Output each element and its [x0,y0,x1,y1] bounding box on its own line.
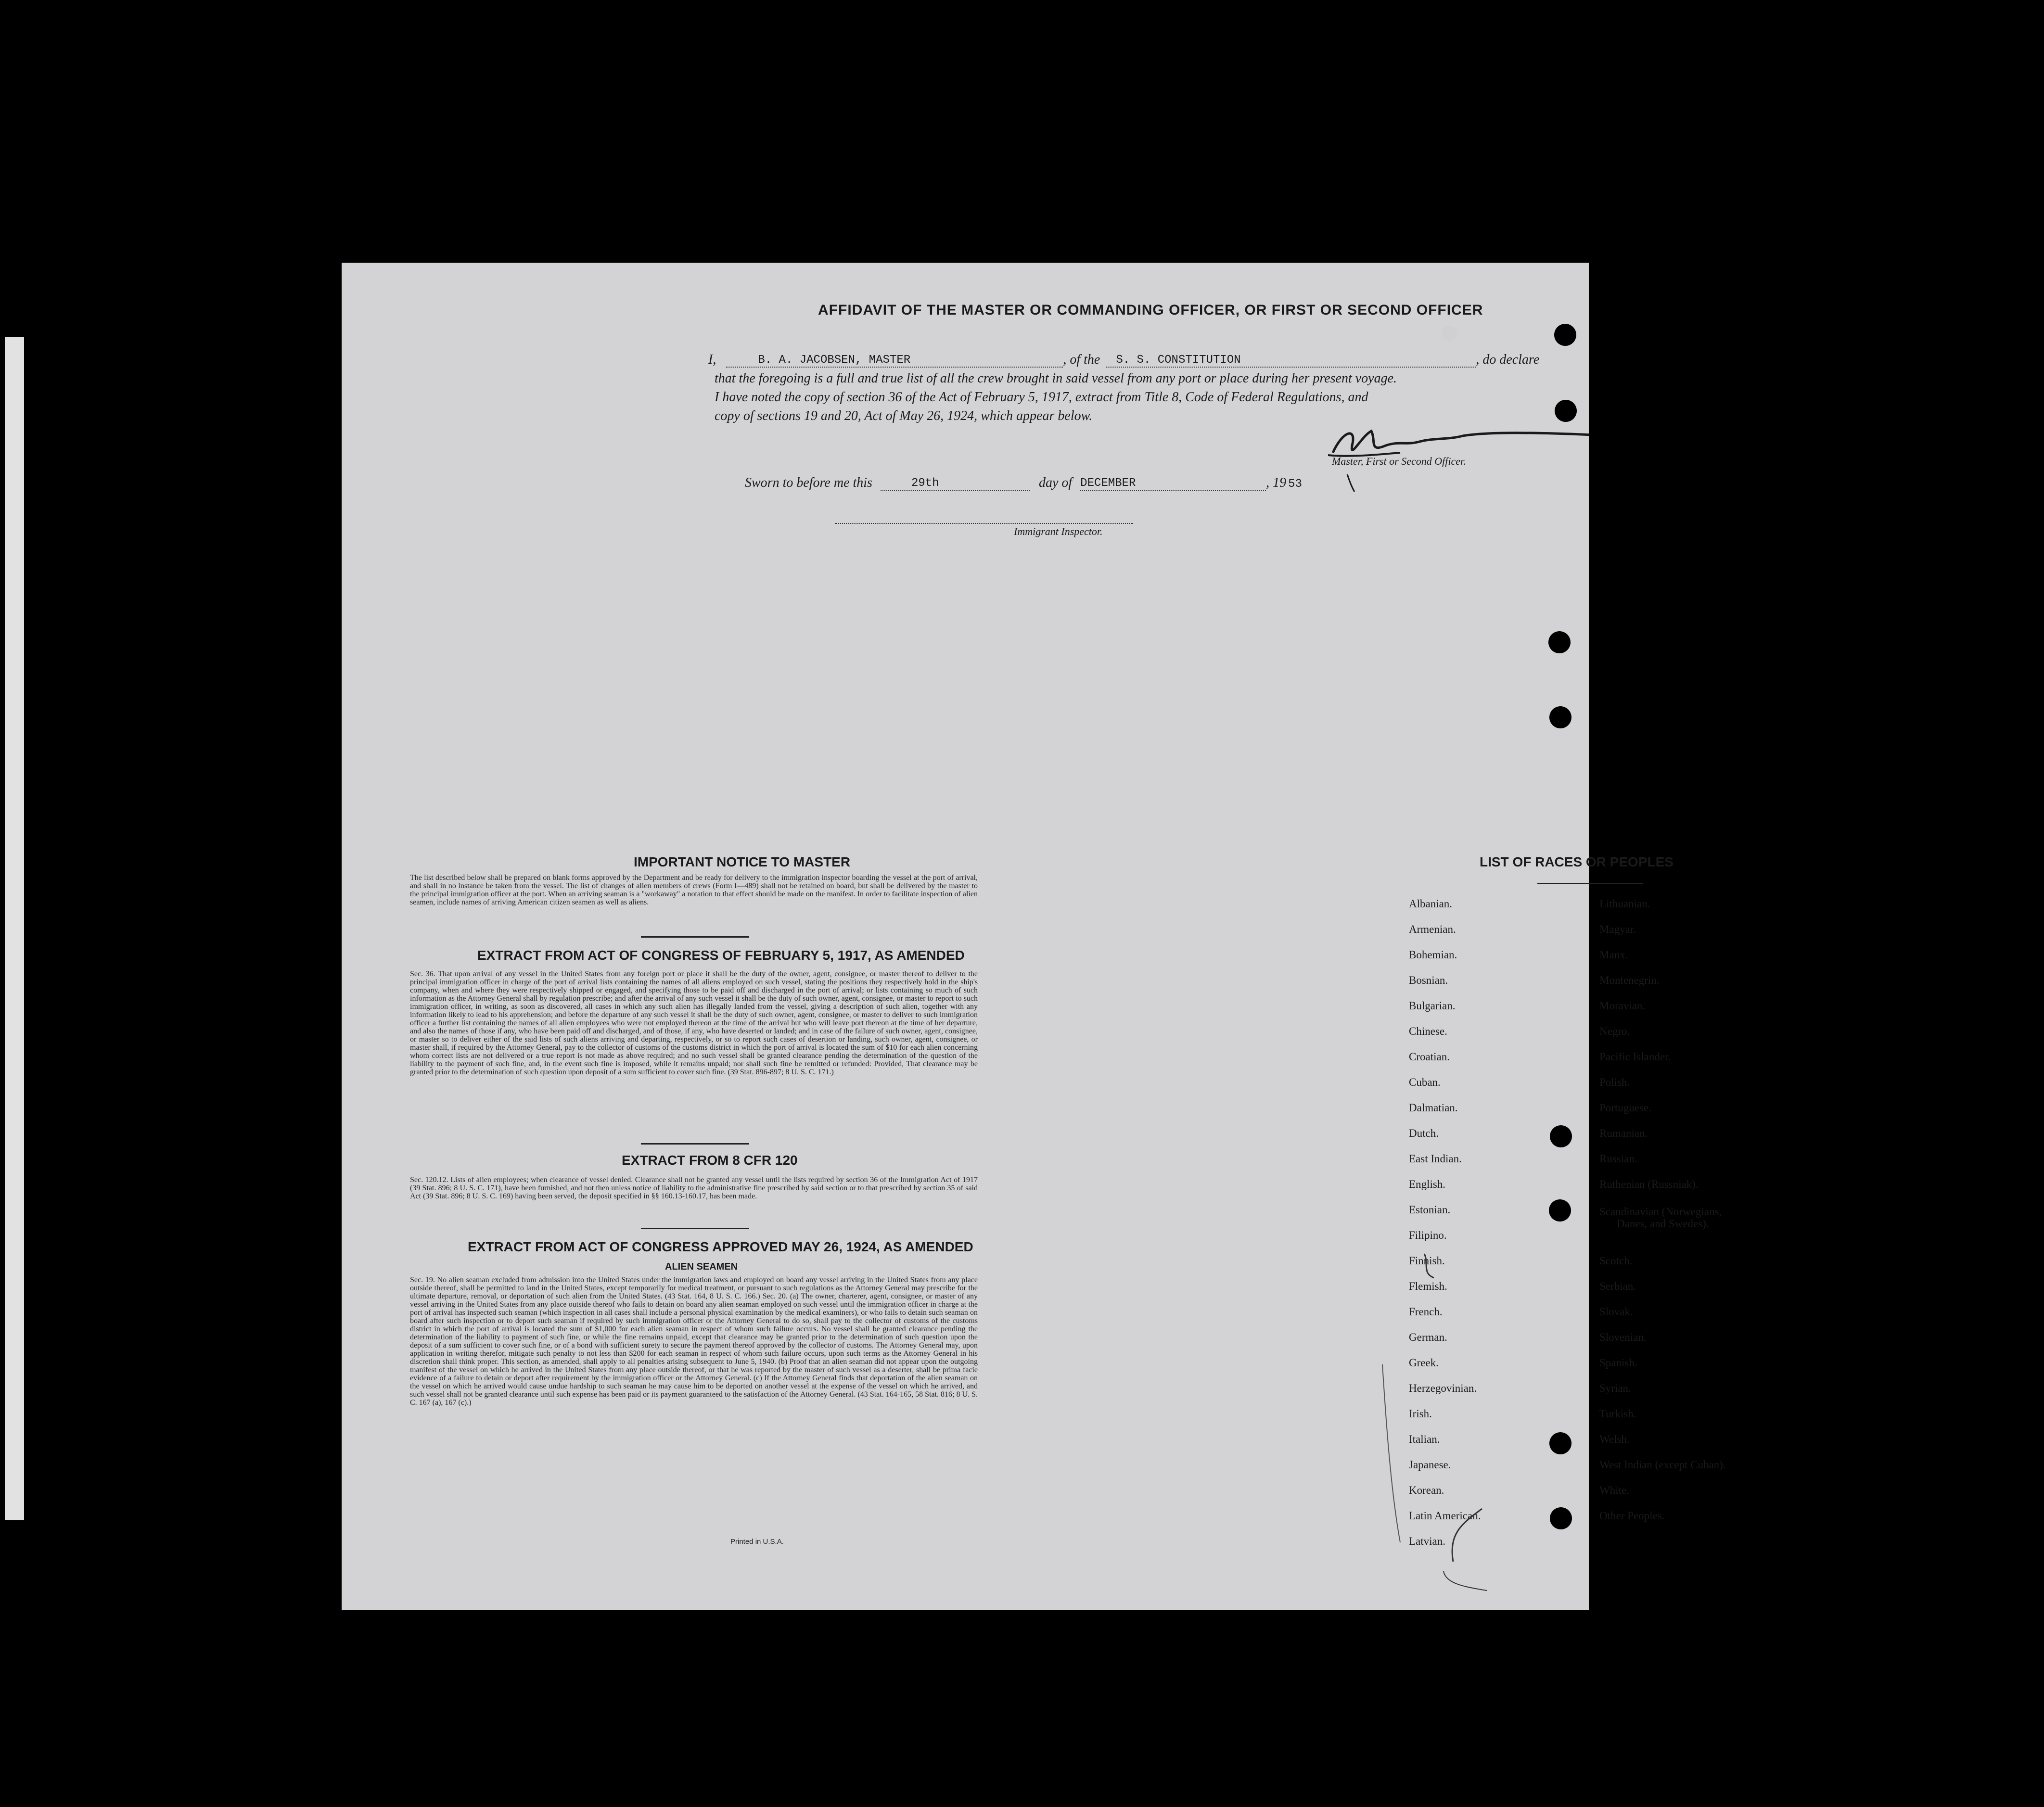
race-item: Rumanian. [1599,1127,1648,1139]
race-item: Slovenian. [1599,1331,1647,1343]
race-item: Finnish. [1409,1255,1445,1267]
race-item: Montenegrin. [1599,974,1660,986]
races-title: LIST OF RACES OR PEOPLES [1480,854,1674,869]
affidavit-line-2: that the foregoing is a full and true list of all the crew brought in said vessel from any port or place during her present voyage. [715,371,1397,386]
sworn-year-prefix: , 19 [1266,475,1287,490]
race-item: Pacific Islander. [1599,1051,1671,1063]
race-item: East Indian. [1409,1153,1462,1165]
adjacent-page-edge [5,337,24,1520]
declaration-mid: , of the [1063,352,1100,367]
race-item: Chinese. [1409,1025,1447,1037]
race-item: Other Peoples. [1599,1510,1665,1522]
race-item: Polish. [1599,1076,1630,1088]
extract-1917-text: Sec. 36. That upon arrival of any vessel in the United States from any foreign port or place it shall be the duty of the owner, agent, consignee, or master thereof to deliver to the principal immigration officer in charge of the port of arrival lists containing the names of all aliens employed on such vessel, stating the positions they respectively hold in the ship's company, when and where they were respectively shipped or engaged, and specifying those to be paid off and discharged in the port of arrival; or lists containing so much of such information as the Attorney General shall by regulation prescribe; and after the arrival of any such vessel it shall be the duty of such owner, agent, consignee, or master to report to such immigration officer, in writing, as soon as discovered, all cases in which any such alien has illegally landed from the vessel, giving a description of such alien, together with any information likely to lead to his apprehension; and before the departure of any such vessel it shall be the duty of such owner, agent, consignee, or master to deliver to such immigration officer a further list containing the names of all alien employees who were not employed thereon at the time of the arrival but who will leave port thereon at the time of her departure, and also the names of those if any, who have been paid off and discharged, and of those, if any, who have deserted or landed; and in case of the failure of such owner, agent, consignee, or master so to deliver either of the said lists of such aliens arriving and departing, respectively, or so to report such cases of desertion or landing, such owner, agent, consignee, or master shall, if required by the Attorney General, pay to the collector of customs of the customs district in which the port of arrival is located the sum of $10 for each alien concerning whom correct lists are not delivered or a true report is not made as above required; and no such vessel shall be granted clearance pending the determination of the question of the liability to the payment of such fine, and, in the event such fine is imposed, while it remains unpaid; nor shall such fine be remitted or refunded: Provided, That clearance may be granted prior to the determination of such question upon deposit of a sum sufficient to cover such fine. (39 Stat. 896-897; 8 U. S. C. 171.) [410,970,978,1076]
affidavit-line-3: I have noted the copy of section 36 of the Act of February 5, 1917, extract from Title 8, Code of Federal Regulations, and [715,390,1368,405]
race-item: Latvian. [1409,1535,1445,1547]
affidavit-title: AFFIDAVIT OF THE MASTER OR COMMANDING OFFICER, OR FIRST OR SECOND OFFICER [818,302,1483,318]
race-item: Latin American. [1409,1510,1481,1522]
sworn-mid: day of [1038,475,1073,490]
race-item: Flemish. [1409,1280,1447,1292]
race-item: Irish. [1409,1408,1432,1420]
race-item: Cuban. [1409,1076,1441,1088]
race-item: Japanese. [1409,1459,1451,1471]
race-item: Serbian. [1599,1280,1636,1292]
notice-text: The list described below shall be prepared on blank forms approved by the Department and be ready for delivery to the immigration inspector boarding the vessel at the port of arrival, and shall in no instance be taken from the vessel. The list of changes of alien members of crews (Form I—489) shall not be retained on board, but shall be delivered by the master to the principal immigration officer at the port. When an arriving seaman is a "workaway" a notation to that effect should be made on the manifest. In order to facilitate inspection of alien seamen, include names of arriving American citizen seamen as well as aliens. [410,874,978,906]
race-item: Syrian. [1599,1382,1631,1394]
signature-caption: Master, First or Second Officer. [1332,455,1466,467]
race-item: Estonian. [1409,1204,1451,1216]
race-item: Bulgarian. [1409,1000,1456,1012]
race-item: White. [1599,1484,1629,1496]
race-item: West Indian (except Cuban). [1599,1459,1726,1471]
punch-hole [1686,319,1700,334]
race-item: Ruthenian (Russniak). [1599,1178,1699,1190]
race-item: Danes, and Swedes). [1617,1218,1709,1230]
race-item: Dutch. [1409,1127,1439,1139]
extract-1924-text: Sec. 19. No alien seaman excluded from admission into the United States under the immigration laws and employed on board any vessel arriving in the United States from any place outside thereof, shall be permitted to land in the United States, except temporarily for medical treatment, or pursuant to such regulations as the Attorney General may prescribe for the ultimate departure, removal, or deportation of such alien from the United States. (43 Stat. 164, 8 U. S. C. 166.) Sec. 20. (a) The owner, charterer, agent, consignee, or master of any vessel arriving in the United States from any place outside thereof who fails to detain on board any alien seaman employed on such vessel until the immigration officer in charge at the port of arrival has inspected such seaman (which inspection in all cases shall include a personal physical examination by the medical examiners), or who fails to detain such seaman on board after such inspection or to deport such seaman if required by such immigration officer or the Attorney General to do so, shall pay to the collector of customs of the customs district in which the port of arrival is located the sum of $1,000 for each alien seaman in respect of whom such failure occurs. No vessel shall be granted clearance pending the determination of the liability to payment of such fine, or while the fine remains unpaid, except that clearance may be granted prior to the determination of such question upon the deposit of a sum sufficient to cover such fine, or of a bond with sufficient surety to secure the payment thereof approved by the collector of customs. The Attorney General may, upon application in writing therefor, mitigate such penalty to not less than $200 for each seaman in respect of whom such failure occurs, upon such terms as the Attorney General in his discretion shall think proper. This section, as amended, shall apply to all penalties arising subsequent to June 5, 1940. (b) Proof that an alien seaman did not appear upon the outgoing manifest of the vessel on which he arrived in the United States from any place outside thereof, or that he was reported by the master of such vessel as a deserter, shall be prima facie evidence of a failure to detain or deport after requirement by the immigration officer or the Attorney General. (c) If the Attorney General finds that deportation of the alien seaman on the vessel on which he arrived would cause undue hardship to such seaman he may cause him to be deported on another vessel at the expense of the vessel on which he arrived, and such vessel shall not be granted clearance until such expense has been paid or its payment guaranteed to the satisfaction of the Attorney General. (43 Stat. 164-165, 58 Stat. 816; 8 U. S. C. 167 (a), 167 (c).) [410,1276,978,1407]
inspector-label: Immigrant Inspector. [1014,525,1103,537]
race-item: French. [1409,1306,1443,1318]
document-page [342,263,1726,1610]
race-item: Lithuanian. [1599,898,1650,910]
race-item: Italian. [1409,1433,1440,1445]
extract-1917-title: EXTRACT FROM ACT OF CONGRESS OF FEBRUARY 5, 1917, AS AMENDED [477,948,965,963]
race-item: Korean. [1409,1484,1444,1496]
sworn-month-entry: DECEMBER [1080,477,1136,490]
race-item: Spanish. [1599,1357,1637,1369]
extract-cfr-title: EXTRACT FROM 8 CFR 120 [622,1153,798,1168]
printed-in-note: Printed in U.S.A. [730,1538,784,1546]
vessel-name-entry: S. S. CONSTITUTION [1116,354,1241,367]
punch-hole [1589,321,1605,338]
extract-1924-title: EXTRACT FROM ACT OF CONGRESS APPROVED MAY 26, 1924, AS AMENDED [468,1239,973,1254]
race-item: Portuguese. [1599,1102,1651,1114]
race-item: Russian. [1599,1153,1637,1165]
race-item: Scotch. [1599,1255,1633,1267]
extract-cfr-text: Sec. 120.12. Lists of alien employees; when clearance of vessel denied. Clearance shall not be granted any vessel until the lists required by section 36 of the Immigration Act of 1917 (39 Stat. 896; 8 U. S. C. 171), have been furnished, and not then unless notice of liability to the administrative fine prescribed by said section or to that prescribed by section 35 of said Act (39 Stat. 896; 8 U. S. C. 169) having been served, the deposit specified in §§ 160.13-160.17, has been made. [410,1176,978,1200]
race-item: Dalmatian. [1409,1102,1458,1114]
race-item: Filipino. [1409,1229,1447,1241]
pencil-marks [342,263,1589,1610]
race-item: Greek. [1409,1357,1439,1369]
race-item: Moravian. [1599,1000,1646,1012]
race-item: Bosnian. [1409,974,1448,986]
race-item: English. [1409,1178,1446,1190]
race-item: German. [1409,1331,1447,1343]
race-item: Bohemian. [1409,949,1457,961]
declaration-suffix: , do declare [1476,352,1540,367]
race-item: Scandinavian (Norwegians, [1599,1206,1722,1218]
master-name-entry: B. A. JACOBSEN, MASTER [758,354,911,367]
race-item: Slovak. [1599,1306,1633,1318]
race-item: Turkish. [1599,1408,1636,1420]
affidavit-line-4: copy of sections 19 and 20, Act of May 26, 1924, which appear below. [715,408,1093,423]
race-item: Herzegovinian. [1409,1382,1477,1394]
extract-1924-subtitle: ALIEN SEAMEN [665,1261,738,1272]
notice-title: IMPORTANT NOTICE TO MASTER [634,854,851,869]
race-item: Albanian. [1409,898,1453,910]
race-item: Manx. [1599,949,1628,961]
race-item: Croatian. [1409,1051,1450,1063]
declaration-prefix: I, [708,352,716,367]
sworn-year-entry: 53 [1288,478,1302,491]
race-item: Armenian. [1409,923,1456,935]
race-item: Welsh. [1599,1433,1630,1445]
sworn-day-entry: 29th [911,477,939,490]
sworn-prefix: Sworn to before me this [745,475,872,490]
race-item: Negro. [1599,1025,1630,1037]
race-item: Magyar. [1599,923,1636,935]
